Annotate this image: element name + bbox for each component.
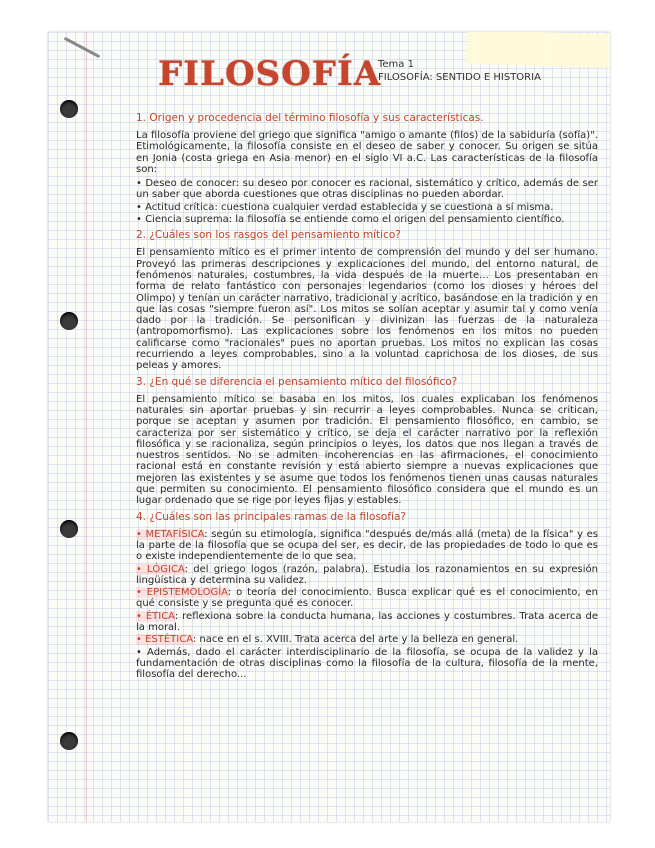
- binder-hole-4: [60, 732, 78, 750]
- branch-item: [136, 587, 598, 610]
- tema-subtitle: FILOSOFÍA: SENTIDO E HISTORIA: [378, 72, 541, 83]
- branch-item: [136, 611, 598, 634]
- branch-term: • METAFÍSICA: [136, 528, 205, 540]
- branch-text: : o teoría del conocimiento. Busca explicar qué es el conocimiento, en qué consiste y se pregunta qué es conocer.: [136, 587, 599, 610]
- branch-item: [136, 634, 598, 645]
- section-1-item: • Ciencia suprema: la filosofía se entiende como el origen del pensamiento científico.: [136, 214, 565, 226]
- section-1-intro: La filosofía proviene del griego que significa "amigo o amante (filos) de la sabiduría (sofía)". Etimológicamente, la filosofía consiste en el deseo de saber y conocer. Su origen se sitúa en Jonia (costa griega en Asia menor) en el siglo VI a.C. Las características de la filosofía son:: [136, 130, 598, 175]
- branch-item: [136, 647, 598, 681]
- section-2-heading: 2. ¿Cuáles son los rasgos del pensamiento mítico?: [136, 229, 401, 242]
- branch-text: : nace en el s. XVIII. Trata acerca del arte y la belleza en general.: [192, 634, 519, 646]
- section-1-item: • Deseo de conocer: su deseo por conocer es racional, sistemático y crítico, además de ser un saber que aborda cuestiones que otras disciplinas no pueden abordar.: [136, 178, 598, 201]
- section-3-paragraph: El pensamiento mítico se basaba en los mitos, los cuales explicaban los fenómenos naturales sin aportar pruebas y sin recurrir a leyes comprobables. Nunca se critican, porque se aceptan y asumen por tradición. El pensamiento filosófico, en cambio, se caracteriza por ser sistemático y crítico, se deja el carácter narrativo por la reflexión filosófica y se racionaliza, según principios o leyes, los datos que nos llegan a través de nuestros sentidos. No se admiten incoherencias en las afirmaciones, el conocimiento racional está en constante revisión y está abierto siempre a nuevas explicaciones que mejoren las existentes y se asume que todos los fenómenos tienen unas causas naturales que permiten su conocimiento. El pensamiento filosófico considera que el mundo es un lugar ordenado que se rige por leyes fijas y estables.: [136, 393, 598, 507]
- tema-label: Tema 1: [378, 59, 414, 70]
- margin-line: [86, 32, 87, 822]
- section-4-heading: 4. ¿Cuáles son las principales ramas de la filosofía?: [136, 510, 406, 523]
- pencil-mark: [64, 37, 101, 58]
- section-1-heading: 1. Origen y procedencia del término filosofía y sus características.: [136, 112, 484, 124]
- notebook-page: [48, 32, 610, 822]
- branch-term: • EPISTEMOLOGÍA: [136, 587, 228, 599]
- branch-text: : según su etimología, significa "después de/más allá (meta) de la física" y es la parte de la filosofía que se ocupa del ser, es decir, de las propiedades de todo lo que es o existe independientemente de lo que sea.: [136, 528, 599, 563]
- page-title: FILOSOFÍA: [158, 54, 382, 94]
- branch-text: • Además, dado el carácter interdisciplinario de la filosofía, se ocupa de la validez y la fundamentación de otras disciplinas como la filosofía de la cultura, filosofía de la mente, filosofía del derecho...: [136, 646, 598, 681]
- section-1-item: • Actitud crítica: cuestiona cualquier verdad establecida y se cuestiona a sí misma.: [136, 201, 554, 213]
- binder-hole-2: [60, 312, 78, 330]
- branch-term: • LÓGICA: [136, 563, 185, 575]
- binder-hole-3: [60, 520, 78, 538]
- section-2-paragraph: El pensamiento mítico es el primer intento de comprensión del mundo y del ser humano. Proveyó las primeras descripciones y explicaciones del mundo, del entorno natural, de fenómenos naturales, costumbres, la vida después de la muerte... Los presentaban en forma de relato fantástico con personajes legendarios (como los dioses y héroes del Olimpo) y tenían un carácter narrativo, tradicional y acrítico, basándose en la tradición y en que las cosas "siempre fueron así". Los mitos se solían aceptar y asumir tal y como venía dado por la tradición. Se personifican y divinizan las fuerzas de la naturaleza (antropomorfismo). Las explicaciones sobre los fenómenos en los mitos no pueden calificarse como "racionales" pues no aportan pruebas. Los mitos no explican las cosas recurriendo a leyes comprobables, sino a la voluntad caprichosa de los dioses, de sus peleas y amores.: [136, 247, 598, 372]
- branch-item: [136, 529, 598, 563]
- branch-term: • ÉTICA: [136, 610, 175, 622]
- branch-item: [136, 564, 598, 587]
- section-3-heading: 3. ¿En qué se diferencia el pensamiento mítico del filosófico?: [136, 375, 458, 388]
- branch-text: : del griego logos (razón, palabra). Estudia los razonamientos en su expresión lingüística y determina su validez.: [136, 563, 598, 586]
- branch-text: : reflexiona sobre la conducta humana, las acciones y costumbres. Trata acerca de la moral.: [136, 610, 599, 633]
- branch-term: • ESTÉTICA: [136, 634, 193, 646]
- binder-hole-1: [60, 100, 78, 118]
- notes-content: [136, 108, 598, 681]
- tema-block: [378, 58, 541, 84]
